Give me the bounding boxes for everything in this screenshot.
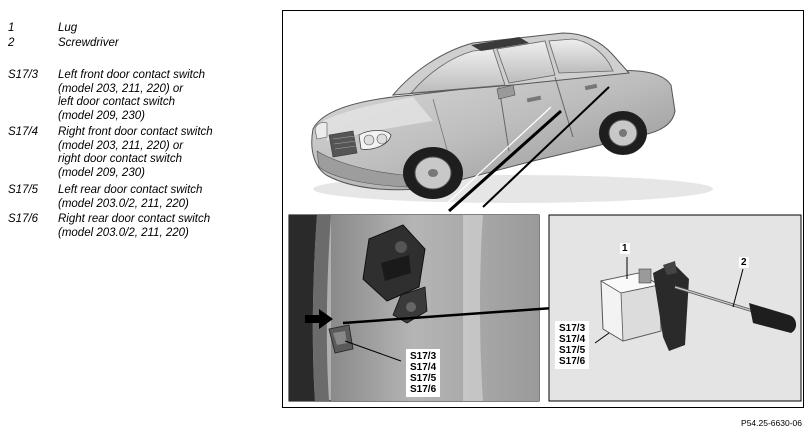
legend-key: 2 <box>8 37 15 49</box>
callout-lug: 1 <box>622 243 628 254</box>
diagram-frame <box>282 10 804 408</box>
car-illustration <box>312 33 713 211</box>
diagram-illustration <box>283 11 803 407</box>
legend-key: S17/3 <box>8 69 39 81</box>
switch-label: S17/3 <box>410 351 437 362</box>
switch-removal-inset <box>549 215 801 401</box>
switch-label: S17/5 <box>410 373 437 384</box>
switch-label: S17/6 <box>410 384 437 395</box>
switch-label: S17/5 <box>559 345 586 356</box>
legend-key: S17/4 <box>8 126 39 138</box>
switch-label-group-left <box>406 349 440 397</box>
legend-text: Right rear door contact switch (model 203.0/2, 211, 220) <box>58 213 211 239</box>
switch-label-group-right <box>555 321 589 369</box>
legend-text: Lug <box>58 22 78 34</box>
legend-key: S17/6 <box>8 213 39 225</box>
legend-text: Screwdriver <box>58 37 119 49</box>
legend-key: S17/5 <box>8 184 39 196</box>
switch-label: S17/3 <box>559 323 586 334</box>
legend-text: Left front door contact switch (model 203, 211, 220) or left door contact switch (model 209, 230) <box>58 69 206 122</box>
switch-label: S17/4 <box>559 334 586 345</box>
switch-label: S17/4 <box>410 362 437 373</box>
legend-text: Right front door contact switch (model 203, 211, 220) or right door contact switch (model 209, 230) <box>58 126 213 179</box>
legend-key: 1 <box>8 22 15 34</box>
figure-reference-code: P54.25-6630-06 <box>741 418 802 428</box>
legend-text: Left rear door contact switch (model 203.0/2, 211, 220) <box>58 184 203 210</box>
callout-screwdriver: 2 <box>741 257 747 268</box>
switch-label: S17/6 <box>559 356 586 367</box>
